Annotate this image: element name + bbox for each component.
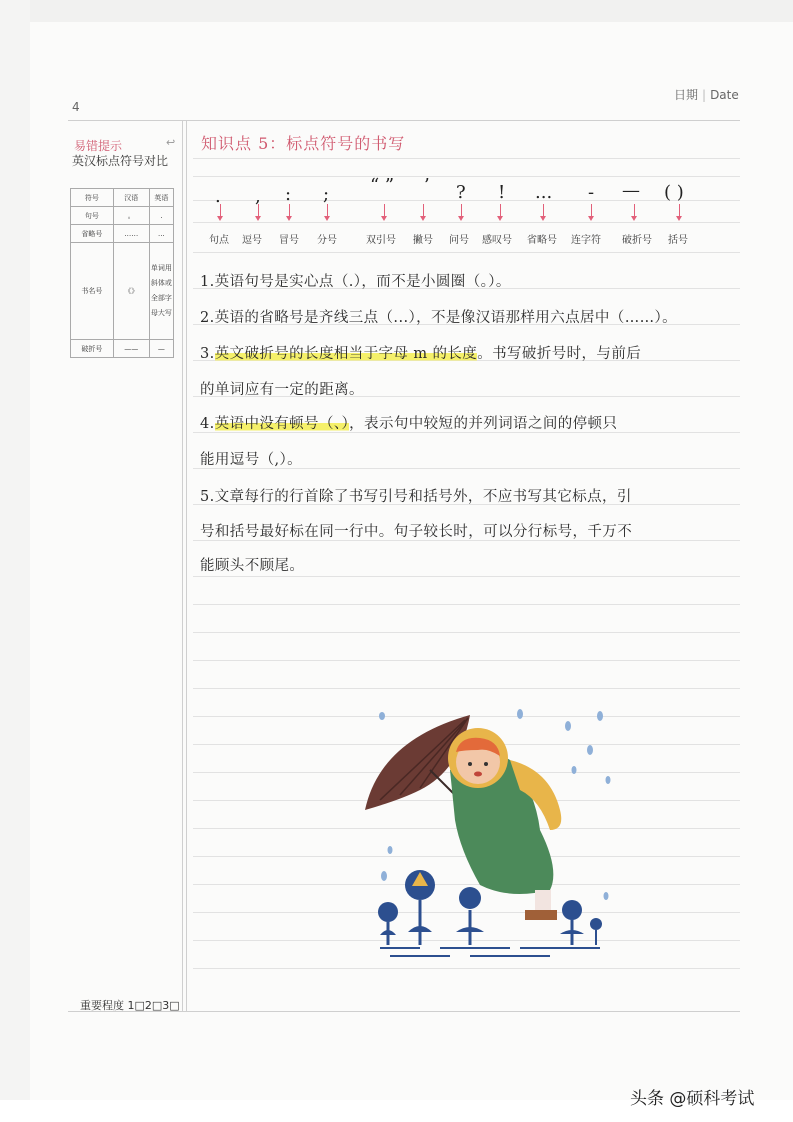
date-label: 日期 | Date xyxy=(674,88,739,102)
pointer-arrow-icon xyxy=(679,204,680,218)
table-cell: 。 xyxy=(113,207,149,225)
scan-edge-top xyxy=(0,0,793,22)
table-cell: 《》 xyxy=(113,243,149,340)
note-line-3-number: 3. xyxy=(200,346,215,362)
table-row xyxy=(71,207,174,225)
label-question-mark: 问号 xyxy=(449,235,469,246)
table-cell: 句号 xyxy=(71,207,114,225)
label-semicolon: 分号 xyxy=(317,235,337,246)
table-cell: 单词用斜体或全部字母大写 xyxy=(149,243,173,340)
table-row xyxy=(71,243,174,340)
table-cell: ... xyxy=(149,225,173,243)
label-brackets: 括号 xyxy=(668,235,688,246)
table-header-cell: 符号 xyxy=(71,189,114,207)
table-cell: 省略号 xyxy=(71,225,114,243)
note-line-8: 号和括号最好标在同一行中。句子较长时，可以分行标号，千万不 xyxy=(200,524,633,540)
note-line-7: 5.文章每行的行首除了书写引号和括号外，不应书写其它标点，引 xyxy=(200,489,632,505)
girl-with-umbrella-illustration xyxy=(360,700,620,970)
punctuation-comparison-table xyxy=(70,188,174,358)
note-line-3-tail: 。书写破折号时，与前后 xyxy=(477,346,642,362)
pointer-arrow-icon xyxy=(327,204,328,218)
knowledge-point-title: 知识点 5：标点符号的书写 xyxy=(201,134,406,153)
pointer-arrow-icon xyxy=(423,204,424,218)
note-line-1: 1.英语句号是实心点（.），而不是小圆圈（。）。 xyxy=(200,274,511,290)
table-header-cell: 英语 xyxy=(149,189,173,207)
label-hyphen: 连字符 xyxy=(571,235,601,246)
label-colon: 冒号 xyxy=(279,235,299,246)
margin-column-rule xyxy=(186,121,187,1011)
note-line-5-number: 4. xyxy=(200,416,215,432)
symbol-exclamation-mark: ! xyxy=(498,182,506,203)
highlighted-text: 英语中没有顿号（、） xyxy=(214,416,350,432)
symbol-period: . xyxy=(215,186,221,207)
symbol-comma: , xyxy=(255,186,261,207)
watermark: 头条 @硕科考试 xyxy=(630,1089,755,1109)
label-double-quotes: 双引号 xyxy=(366,235,396,246)
ruled-line xyxy=(193,176,740,177)
symbol-question-mark: ? xyxy=(456,182,466,203)
ruled-line xyxy=(193,222,740,223)
note-line-5-tail: ，表示句中较短的并列词语之间的停顿只 xyxy=(349,416,618,432)
symbol-double-quotes: “ ” xyxy=(370,175,395,196)
corner-arrow-icon: ↩ xyxy=(166,136,176,149)
pointer-arrow-icon xyxy=(384,204,385,218)
note-line-6: 能用逗号（,）。 xyxy=(200,452,303,468)
table-cell: 书名号 xyxy=(71,243,114,340)
date-label-en: Date xyxy=(710,88,739,102)
highlighted-text: 英文破折号的长度相当于字母 m 的长度 xyxy=(214,346,478,362)
pointer-arrow-icon xyxy=(543,204,544,218)
pointer-arrow-icon xyxy=(461,204,462,218)
error-tip-title: 易错提示 xyxy=(74,139,123,153)
note-line-4: 的单词应有一定的距离。 xyxy=(200,382,364,398)
table-row xyxy=(71,225,174,243)
symbol-dash: — xyxy=(622,180,640,201)
pointer-arrow-icon xyxy=(289,204,290,218)
note-line-5 xyxy=(200,412,617,433)
label-ellipsis: 省略号 xyxy=(527,235,557,246)
table-cell: —— xyxy=(113,340,149,358)
table-header-row xyxy=(71,189,174,207)
symbol-ellipsis: ... xyxy=(535,182,553,203)
table-cell: . xyxy=(149,207,173,225)
scan-edge-left xyxy=(0,0,30,1122)
table-cell: 破折号 xyxy=(71,340,114,358)
label-dash: 破折号 xyxy=(622,235,652,246)
note-line-2: 2.英语的省略号是齐线三点（...），不是像汉语那样用六点居中（……）。 xyxy=(200,310,678,326)
table-header-cell: 汉语 xyxy=(113,189,149,207)
ruled-line xyxy=(193,252,740,253)
note-line-3 xyxy=(200,342,641,363)
label-apostrophe: 撇号 xyxy=(413,235,433,246)
pointer-arrow-icon xyxy=(500,204,501,218)
symbol-hyphen: - xyxy=(588,182,595,203)
ruled-line xyxy=(193,158,740,159)
note-line-9: 能顾头不顾尾。 xyxy=(200,558,305,574)
symbol-semicolon: ; xyxy=(323,184,330,205)
pointer-arrow-icon xyxy=(591,204,592,218)
ruled-line xyxy=(193,604,740,605)
error-tip-subtitle: 英汉标点符号对比 xyxy=(72,154,169,168)
ruled-line xyxy=(193,660,740,661)
ruled-line xyxy=(193,632,740,633)
symbol-apostrophe: ’ xyxy=(424,175,430,196)
label-exclamation-mark: 感叹号 xyxy=(482,235,512,246)
ruled-line xyxy=(193,688,740,689)
importance-rating: 重要程度 1□2□3□ xyxy=(80,999,180,1012)
label-period: 句点 xyxy=(209,235,229,246)
symbol-colon: : xyxy=(285,184,292,205)
bottom-rule xyxy=(68,1011,740,1012)
table-row xyxy=(71,340,174,358)
symbol-brackets: ( ) xyxy=(664,182,684,203)
ruled-line xyxy=(193,576,740,577)
page-number: 4 xyxy=(72,100,80,114)
table-cell: — xyxy=(149,340,173,358)
pointer-arrow-icon xyxy=(634,204,635,218)
label-comma: 逗号 xyxy=(242,235,262,246)
ruled-line xyxy=(193,200,740,201)
date-label-cn: 日期 xyxy=(674,88,699,102)
pointer-arrow-icon xyxy=(220,204,221,218)
pointer-arrow-icon xyxy=(258,204,259,218)
table-cell: …… xyxy=(113,225,149,243)
